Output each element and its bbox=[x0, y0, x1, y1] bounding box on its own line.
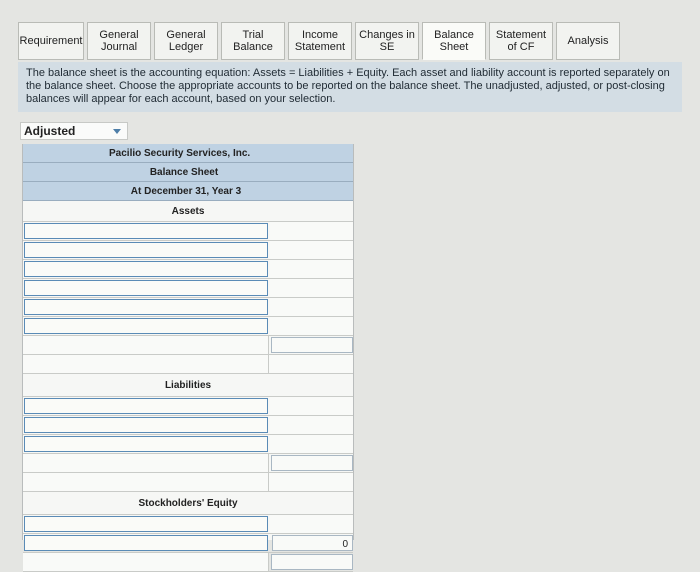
liability-total-row bbox=[23, 454, 353, 473]
tab-trial-balance[interactable]: Trial Balance bbox=[221, 22, 285, 60]
balance-type-value: Adjusted bbox=[24, 124, 76, 138]
asset-amount-field[interactable] bbox=[270, 260, 353, 278]
equity-account-field[interactable] bbox=[24, 535, 268, 551]
asset-row bbox=[23, 241, 353, 260]
asset-row bbox=[23, 279, 353, 298]
tab-bar bbox=[18, 22, 620, 60]
equity-amount-field[interactable] bbox=[271, 554, 353, 570]
equity-amount-field[interactable] bbox=[270, 515, 353, 533]
liability-amount-field[interactable] bbox=[270, 397, 353, 415]
equity-total-field[interactable]: 0 bbox=[272, 535, 353, 551]
liability-amount-field[interactable] bbox=[270, 416, 353, 434]
company-name: Pacilio Security Services, Inc. bbox=[23, 144, 353, 163]
equity-row bbox=[23, 534, 353, 553]
asset-total-field[interactable] bbox=[271, 337, 353, 353]
liability-row bbox=[23, 397, 353, 416]
liability-total-field[interactable] bbox=[271, 455, 353, 471]
equity-row bbox=[23, 515, 353, 534]
chevron-down-icon bbox=[113, 129, 121, 134]
tab-statement-of-cf[interactable]: Statement of CF bbox=[489, 22, 553, 60]
instructions-text: The balance sheet is the accounting equation: Assets = Liabilities + Equity. Each asset and liability account is reported separately on the balance sheet. Choose the appropriate accounts to be reported on the balance sheet. The unadjusted, adjusted, or post-closing balances will appear for each account, based on your selection. bbox=[18, 62, 682, 112]
asset-account-field[interactable] bbox=[24, 299, 268, 315]
liability-account-field[interactable] bbox=[24, 436, 268, 452]
asset-row bbox=[23, 298, 353, 317]
asset-row bbox=[23, 317, 353, 336]
liability-amount-field[interactable] bbox=[270, 435, 353, 453]
assets-heading: Assets bbox=[23, 201, 353, 222]
liability-row bbox=[23, 416, 353, 435]
spacer-row bbox=[23, 355, 353, 374]
asset-account-field[interactable] bbox=[24, 242, 268, 258]
tab-balance-sheet[interactable]: Balance Sheet bbox=[422, 22, 486, 60]
asset-row bbox=[23, 222, 353, 241]
tab-requirement[interactable]: Requirement bbox=[18, 22, 84, 60]
asset-account-field[interactable] bbox=[24, 318, 268, 334]
asset-amount-field[interactable] bbox=[270, 241, 353, 259]
asset-total-row bbox=[23, 336, 353, 355]
tab-analysis[interactable]: Analysis bbox=[556, 22, 620, 60]
asset-amount-field[interactable] bbox=[270, 298, 353, 316]
asset-amount-field[interactable] bbox=[270, 222, 353, 240]
statement-title: Balance Sheet bbox=[23, 163, 353, 182]
asset-amount-field[interactable] bbox=[270, 279, 353, 297]
equity-account-field[interactable] bbox=[24, 516, 268, 532]
tab-general-journal[interactable]: General Journal bbox=[87, 22, 151, 60]
asset-account-field[interactable] bbox=[24, 261, 268, 277]
asset-row bbox=[23, 260, 353, 279]
liability-row bbox=[23, 435, 353, 454]
asset-account-field[interactable] bbox=[24, 223, 268, 239]
liabilities-heading: Liabilities bbox=[23, 374, 353, 397]
liability-account-field[interactable] bbox=[24, 417, 268, 433]
spacer-row bbox=[23, 473, 353, 492]
tab-general-ledger[interactable]: General Ledger bbox=[154, 22, 218, 60]
equity-row bbox=[23, 553, 353, 572]
liability-account-field[interactable] bbox=[24, 398, 268, 414]
tab-income-statement[interactable]: Income Statement bbox=[288, 22, 352, 60]
tab-changes-in-se[interactable]: Changes in SE bbox=[355, 22, 419, 60]
balance-sheet-form bbox=[22, 144, 354, 550]
balance-type-dropdown[interactable] bbox=[20, 122, 128, 140]
equity-heading: Stockholders' Equity bbox=[23, 492, 353, 515]
asset-amount-field[interactable] bbox=[270, 317, 353, 335]
asset-account-field[interactable] bbox=[24, 280, 268, 296]
statement-date: At December 31, Year 3 bbox=[23, 182, 353, 201]
